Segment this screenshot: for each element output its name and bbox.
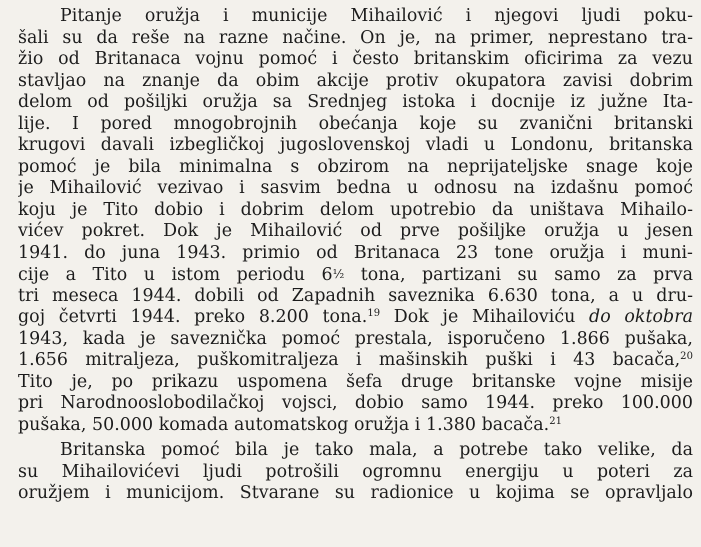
- text-line: je Mihailović vezivao i sasvim bedna u odnosu na izdašnu pomoć: [18, 178, 693, 198]
- footnote-marker-19: 19: [367, 308, 381, 319]
- paragraph-scarcity: [18, 440, 693, 505]
- paragraph-weapons-aid: [18, 6, 693, 436]
- text-line: Tito je, po prikazu uspomena šefa druge britanske vojne misije: [18, 371, 693, 392]
- text-segment: cije a Tito u istom periodu 6: [18, 265, 333, 285]
- text-segment: goj četvrti 1944. preko 8.200 tona.: [18, 307, 368, 327]
- text-segment: pušaka, 50.000 komada automatskog oružja i 1.380 bacača.: [18, 414, 550, 435]
- text-line: žio od Britanaca vojnu pomoć i često britanskim oficirima za vezu: [18, 49, 693, 69]
- text-line: šali su da reše na razne načine. On je, na primer, neprestano tra-: [18, 27, 693, 48]
- italic-phrase: do oktobra: [589, 307, 693, 327]
- text-line: 1943, kada je saveznička pomoć prestala, isporučeno 1.866 pušaka,: [18, 328, 693, 349]
- text-segment: 1.656 mitraljeza, puškomitraljeza i mašinskih puški i 43 bacača,: [18, 350, 681, 370]
- footnote-marker-20: 20: [680, 351, 693, 362]
- text-line: Britanska pomoć bila je tako mala, a potrebe tako velike, da: [60, 440, 693, 460]
- fraction-half: ½: [332, 267, 345, 281]
- text-line: stavljao na znanje da obim akcije protiv okupatora zavisi dobrim: [18, 70, 693, 91]
- text-line: 1941. do juna 1943. primio od Britanaca 23 tone oružja i muni-: [18, 242, 693, 263]
- text-line: tri meseca 1944. dobili od Zapadnih saveznika 6.630 tona, a u dru-: [18, 285, 693, 306]
- text-line: delom od pošiljki oružja sa Srednjeg istoka i docnije iz južne Ita-: [18, 92, 693, 112]
- text-line: krugovi davali izbegličkoj jugoslovenskoj vladi u Londonu, britanska: [18, 135, 693, 155]
- text-line: koju je Tito dobio i dobrim delom upotrebio da uništava Mihailo-: [18, 199, 693, 220]
- text-segment: tona, partizani su samo za prva: [344, 265, 693, 285]
- text-line: pomoć je bila minimalna s obzirom na neprijateljske snage koje: [18, 156, 693, 177]
- text-segment: Dok je Mihailoviću: [380, 307, 590, 327]
- text-line: [18, 307, 693, 329]
- footnote-marker-21: 21: [549, 415, 563, 427]
- text-line: [18, 264, 693, 286]
- text-line: vićev pokret. Dok je Mihailović od prve pošiljke oružja u jesen: [18, 221, 693, 241]
- text-line: oružjem i municijom. Stvarane su radionice u kojima se opravljalo: [18, 483, 693, 503]
- text-line: pri Narodnooslobodilačkoj vojsci, dobio samo 1944. preko 100.000: [18, 393, 693, 413]
- text-line: lije. I pored mnogobrojnih obećanja koje su zvanični britanski: [18, 113, 693, 134]
- text-line: Pitanje oružja i municije Mihailović i njegovi ljudi poku-: [60, 6, 693, 26]
- text-line: [18, 415, 693, 437]
- text-line: su Mihailovićevi ljudi potrošili ogromnu energiju u poteri za: [18, 461, 693, 482]
- text-line: [18, 350, 693, 372]
